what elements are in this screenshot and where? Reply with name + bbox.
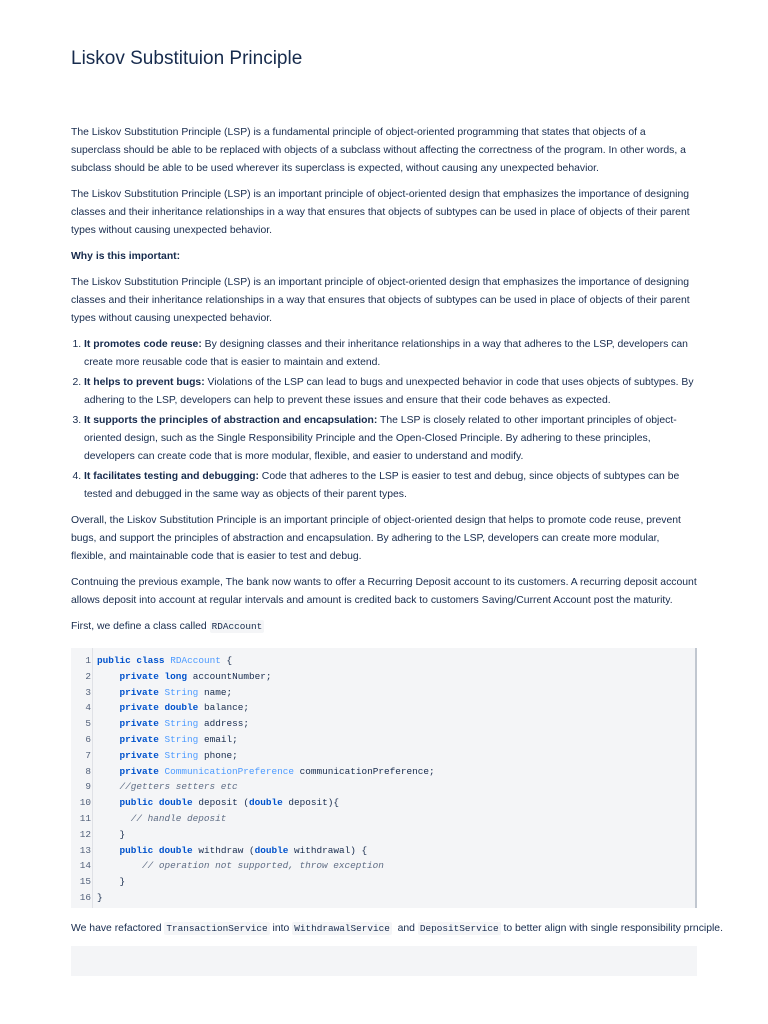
code-comment: // operation not supported, throw exception [142,860,384,872]
list-item-text: The LSP is closely related to other important principles of object-oriented design, such as the Single Responsibility Principle and the Open-Closed Principle. By adhering to these principles, developers can create code that is more modular, flexible, and easier to understand and modify. [84,415,677,462]
line-number: 5 [85,718,91,730]
code-line [97,890,435,906]
document-body [71,124,697,644]
list-item [84,374,697,410]
list-item-text: By designing classes and their inheritance relationships in a way that adheres to the LSP, developers can create more reusable code that is easier to maintain and extend. [84,339,688,368]
code-line [97,827,435,843]
code-line [97,795,435,811]
code-line [97,874,435,890]
code-type: String [164,718,199,730]
paragraph-continuing: Contnuing the previous example, The bank now wants to offer a Recurring Deposit account to its customers. A recurring deposit account allows deposit into account at regular intervals and amount is credited back to customers Saving/Current Account post the maturity. [71,577,697,606]
code-text: { [220,655,233,666]
paragraph-first [71,618,697,636]
code-text: deposit){ [282,797,339,809]
why-heading-text: Why is this important: [71,251,181,262]
code-text [97,813,131,824]
code-text: withdrawal) { [288,844,368,856]
code-keyword: private [119,765,159,777]
refactored-text-1: We have refactored [71,923,165,934]
code-text [97,734,120,745]
paragraph-overall: Overall, the Liskov Substitution Principle is an important principle of object-oriented design that helps to promote code reuse, prevent bugs, and support the principles of abstraction and encapsulation. By adhering to the LSP, developers can create more modular, flexible, and maintainable code that is easier to test and debug. [71,515,681,562]
inline-code-depositservice: DepositService [419,923,499,934]
code-line [97,716,435,732]
code-type: String [164,733,199,745]
code-line [97,700,435,716]
line-number: 9 [85,781,91,793]
code-comment: // handle deposit [130,812,227,824]
code-keyword: double [164,702,199,714]
code-text [97,797,120,808]
line-number: 16 [79,891,91,903]
code-text: communicationPreference; [293,765,435,777]
line-number: 12 [79,828,91,840]
benefits-list [71,336,697,504]
list-item-text: Code that adheres to the LSP is easier to test and debug, since objects of subtypes can be tested and debugged in the same way as objects of their parent types. [84,471,680,500]
code-text [97,687,120,698]
code-keyword: double [158,797,193,809]
code-text [97,671,120,682]
code-text [97,781,120,792]
inline-code-withdrawalservice: WithdrawalService [294,923,390,934]
code-content [97,653,435,906]
code-text: } [97,876,126,888]
paragraph-refactored [71,920,723,938]
code-text: address; [198,718,249,730]
code-line [97,779,435,795]
code-keyword: private [119,733,159,745]
code-line [97,732,435,748]
code-text [97,860,142,871]
line-number: 2 [85,670,91,682]
code-line [97,764,435,780]
code-text: accountNumber; [187,670,272,682]
list-item-bold: It promotes code reuse: [84,339,202,350]
line-number: 4 [85,702,91,714]
code-text: name; [198,686,233,698]
line-number: 6 [85,733,91,745]
line-number: 15 [79,876,91,888]
code-text: } [97,891,103,903]
code-text: deposit ( [192,797,249,809]
code-comment: //getters setters etc [119,781,238,793]
refactored-text-2: into [269,923,293,934]
code-text: } [97,828,126,840]
line-number: 11 [79,812,91,824]
code-keyword: public [119,844,154,856]
code-keyword: double [254,844,289,856]
code-type: RDAccount [170,655,221,666]
list-item [84,336,697,372]
line-number: 8 [85,765,91,777]
code-type: String [164,686,199,698]
inline-code-rdaccount: RDAccount [211,621,263,632]
code-text [97,702,120,713]
paragraph-intro: The Liskov Substitution Principle (LSP) is a fundamental principle of object-oriented programming that states that objects of a superclass should be able to be replaced with objects of a subclass without affecting the correctness of the program. In other words, a subclass should be able to be used wherever its superclass is expected, without causing any unexpected behavior. [71,127,686,174]
code-line [97,748,435,764]
why-heading [71,248,697,266]
line-number: 1 [85,655,91,666]
code-text [97,766,120,777]
gutter-divider [92,648,93,908]
code-text: balance; [198,702,249,714]
code-type: CommunicationPreference [164,765,294,777]
list-item [84,468,697,504]
paragraph-why: The Liskov Substitution Principle (LSP) is an important principle of object-oriented design that emphasizes the importance of designing classes and their inheritance relationships in a way that ensures that objects of subtypes can be used in place of objects of their parent types without causing unexpected behavior. [71,277,690,324]
refactored-text-3: and [391,923,418,934]
code-keyword: private [119,670,159,682]
page-title: Liskov Substituion Principle [71,48,303,69]
code-line [97,685,435,701]
code-keyword: public [119,797,154,809]
code-keyword: private [119,702,159,714]
code-keyword: long [164,670,188,682]
code-block[interactable] [71,648,697,908]
code-keyword: double [248,797,283,809]
code-keyword: class [136,655,165,666]
code-keyword: public [97,655,131,666]
code-text: phone; [198,749,238,761]
code-keyword: private [119,718,159,730]
code-line [97,669,435,685]
refactored-text-4: to better align with single responsibility prnciple. [500,923,723,934]
line-number: 7 [85,749,91,761]
paragraph-first-text: First, we define a class called [71,621,210,632]
code-line [97,858,435,874]
code-keyword: private [119,749,159,761]
paragraph-design: The Liskov Substitution Principle (LSP) is an important principle of object-oriented design that emphasizes the importance of designing classes and their inheritance relationships in a way that ensures that objects of subtypes can be used in place of objects of their parent types without causing unexpected behavior. [71,189,690,236]
line-number: 13 [79,844,91,856]
line-number: 14 [79,860,91,872]
list-item-bold: It helps to prevent bugs: [84,377,205,388]
code-text [97,750,120,761]
list-item [84,412,697,466]
list-item-bold: It facilitates testing and debugging: [84,471,259,482]
code-text: email; [198,733,238,745]
code-keyword: double [158,844,193,856]
code-text [97,845,120,856]
code-line [97,653,435,669]
code-keyword: private [119,686,159,698]
list-item-bold: It supports the principles of abstraction and encapsulation: [84,415,378,426]
code-line [97,843,435,859]
line-number: 10 [79,797,91,809]
code-block-empty[interactable] [71,946,697,976]
code-text: withdraw ( [192,844,255,856]
code-text [97,718,120,729]
line-number-gutter [71,653,91,906]
list-item-text: Violations of the LSP can lead to bugs and unexpected behavior in code that uses objects of subtypes. By adhering to the LSP, developers can help to prevent these issues and ensure that their code behaves as expected. [84,377,694,406]
inline-code-transactionservice: TransactionService [166,923,268,934]
line-number: 3 [85,686,91,698]
code-line [97,811,435,827]
code-type: String [164,749,199,761]
